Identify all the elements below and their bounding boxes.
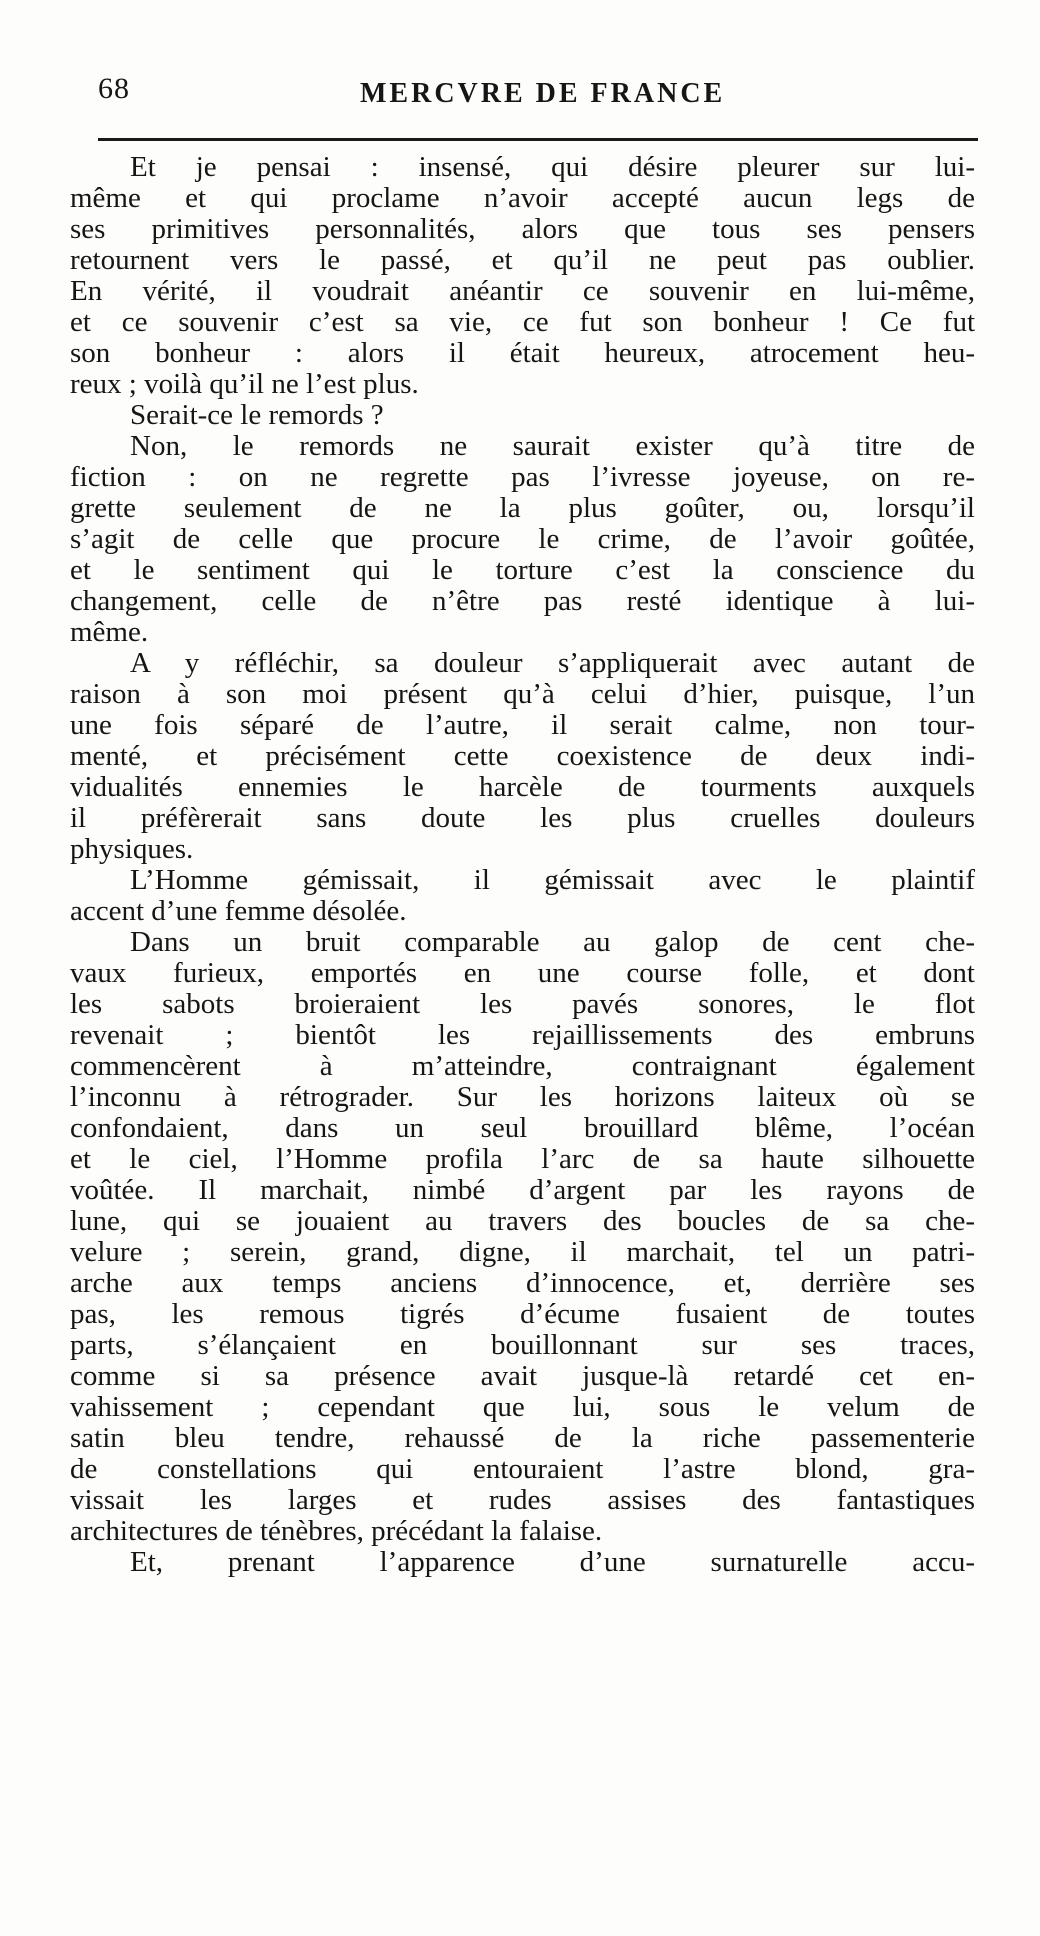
text-line: En vérité, il voudrait anéantir ce souvenir en lui-même, [70, 275, 975, 307]
text-line: satin bleu tendre, rehaussé de la riche passementerie [70, 1422, 975, 1454]
page-number: 68 [98, 72, 130, 105]
text-line: reux ; voilà qu’il ne l’est plus. [70, 368, 419, 400]
text-line: revenait ; bientôt les rejaillissements des embruns [70, 1019, 975, 1051]
text-line: même. [70, 616, 149, 648]
text-line: commencèrent à m’atteindre, contraignant également [70, 1050, 975, 1082]
text-line: Et je pensai : insensé, qui désire pleurer sur lui- [130, 151, 975, 183]
text-line: arche aux temps anciens d’innocence, et, derrière ses [70, 1267, 975, 1299]
running-head [98, 72, 978, 122]
text-line: L’Homme gémissait, il gémissait avec le plaintif [130, 864, 975, 896]
text-line: il préfèrerait sans doute les plus cruelles douleurs [70, 802, 975, 834]
text-line: vaux furieux, emportés en une course folle, et dont [70, 957, 975, 989]
text-line: Dans un bruit comparable au galop de cent che- [130, 926, 975, 958]
text-line: et ce souvenir c’est sa vie, ce fut son bonheur ! Ce fut [70, 306, 975, 338]
text-line: vidualités ennemies le harcèle de tourments auxquels [70, 771, 975, 803]
text-line: l’inconnu à rétrograder. Sur les horizons laiteux où se [70, 1081, 975, 1113]
text-line: une fois séparé de l’autre, il serait calme, non tour- [70, 709, 975, 741]
text-line: son bonheur : alors il était heureux, atrocement heu- [70, 337, 975, 369]
text-line: même et qui proclame n’avoir accepté aucun legs de [70, 182, 975, 214]
text-line: et le sentiment qui le torture c’est la conscience du [70, 554, 975, 586]
text-line: vahissement ; cependant que lui, sous le velum de [70, 1391, 975, 1423]
text-line: ses primitives personnalités, alors que tous ses pensers [70, 213, 975, 245]
text-line: vissait les larges et rudes assises des fantastiques [70, 1484, 975, 1516]
text-line: pas, les remous tigrés d’écume fusaient de toutes [70, 1298, 975, 1330]
journal-title: MERCVRE DE FRANCE [360, 78, 726, 109]
body-text [70, 152, 975, 1578]
text-line: architectures de ténèbres, précédant la falaise. [70, 1515, 603, 1547]
text-line: lune, qui se jouaient au travers des boucles de sa che- [70, 1205, 975, 1237]
text-line: accent d’une femme désolée. [70, 895, 407, 927]
text-line: les sabots broieraient les pavés sonores, le flot [70, 988, 975, 1020]
text-line: retournent vers le passé, et qu’il ne peut pas oublier. [70, 244, 975, 276]
text-line: voûtée. Il marchait, nimbé d’argent par les rayons de [70, 1174, 975, 1206]
text-line: physiques. [70, 833, 194, 865]
text-line: A y réfléchir, sa douleur s’appliquerait avec autant de [130, 647, 975, 679]
text-line: parts, s’élançaient en bouillonnant sur ses traces, [70, 1329, 975, 1361]
text-line: comme si sa présence avait jusque-là retardé cet en- [70, 1360, 975, 1392]
text-line: et le ciel, l’Homme profila l’arc de sa haute silhouette [70, 1143, 975, 1175]
text-line: grette seulement de ne la plus goûter, ou, lorsqu’il [70, 492, 975, 524]
text-line: raison à son moi présent qu’à celui d’hier, puisque, l’un [70, 678, 975, 710]
header-rule [98, 138, 978, 141]
text-line: Et, prenant l’apparence d’une surnaturelle accu- [130, 1546, 975, 1578]
text-line: fiction : on ne regrette pas l’ivresse joyeuse, on re- [70, 461, 975, 493]
text-line: confondaient, dans un seul brouillard blême, l’océan [70, 1112, 975, 1144]
text-line: s’agit de celle que procure le crime, de l’avoir goûtée, [70, 523, 975, 555]
text-line: menté, et précisément cette coexistence de deux indi- [70, 740, 975, 772]
text-line: de constellations qui entouraient l’astre blond, gra- [70, 1453, 975, 1485]
text-line: changement, celle de n’être pas resté identique à lui- [70, 585, 975, 617]
text-line: velure ; serein, grand, digne, il marchait, tel un patri- [70, 1236, 975, 1268]
text-line: Serait-ce le remords ? [130, 399, 384, 431]
text-line: Non, le remords ne saurait exister qu’à titre de [130, 430, 975, 462]
